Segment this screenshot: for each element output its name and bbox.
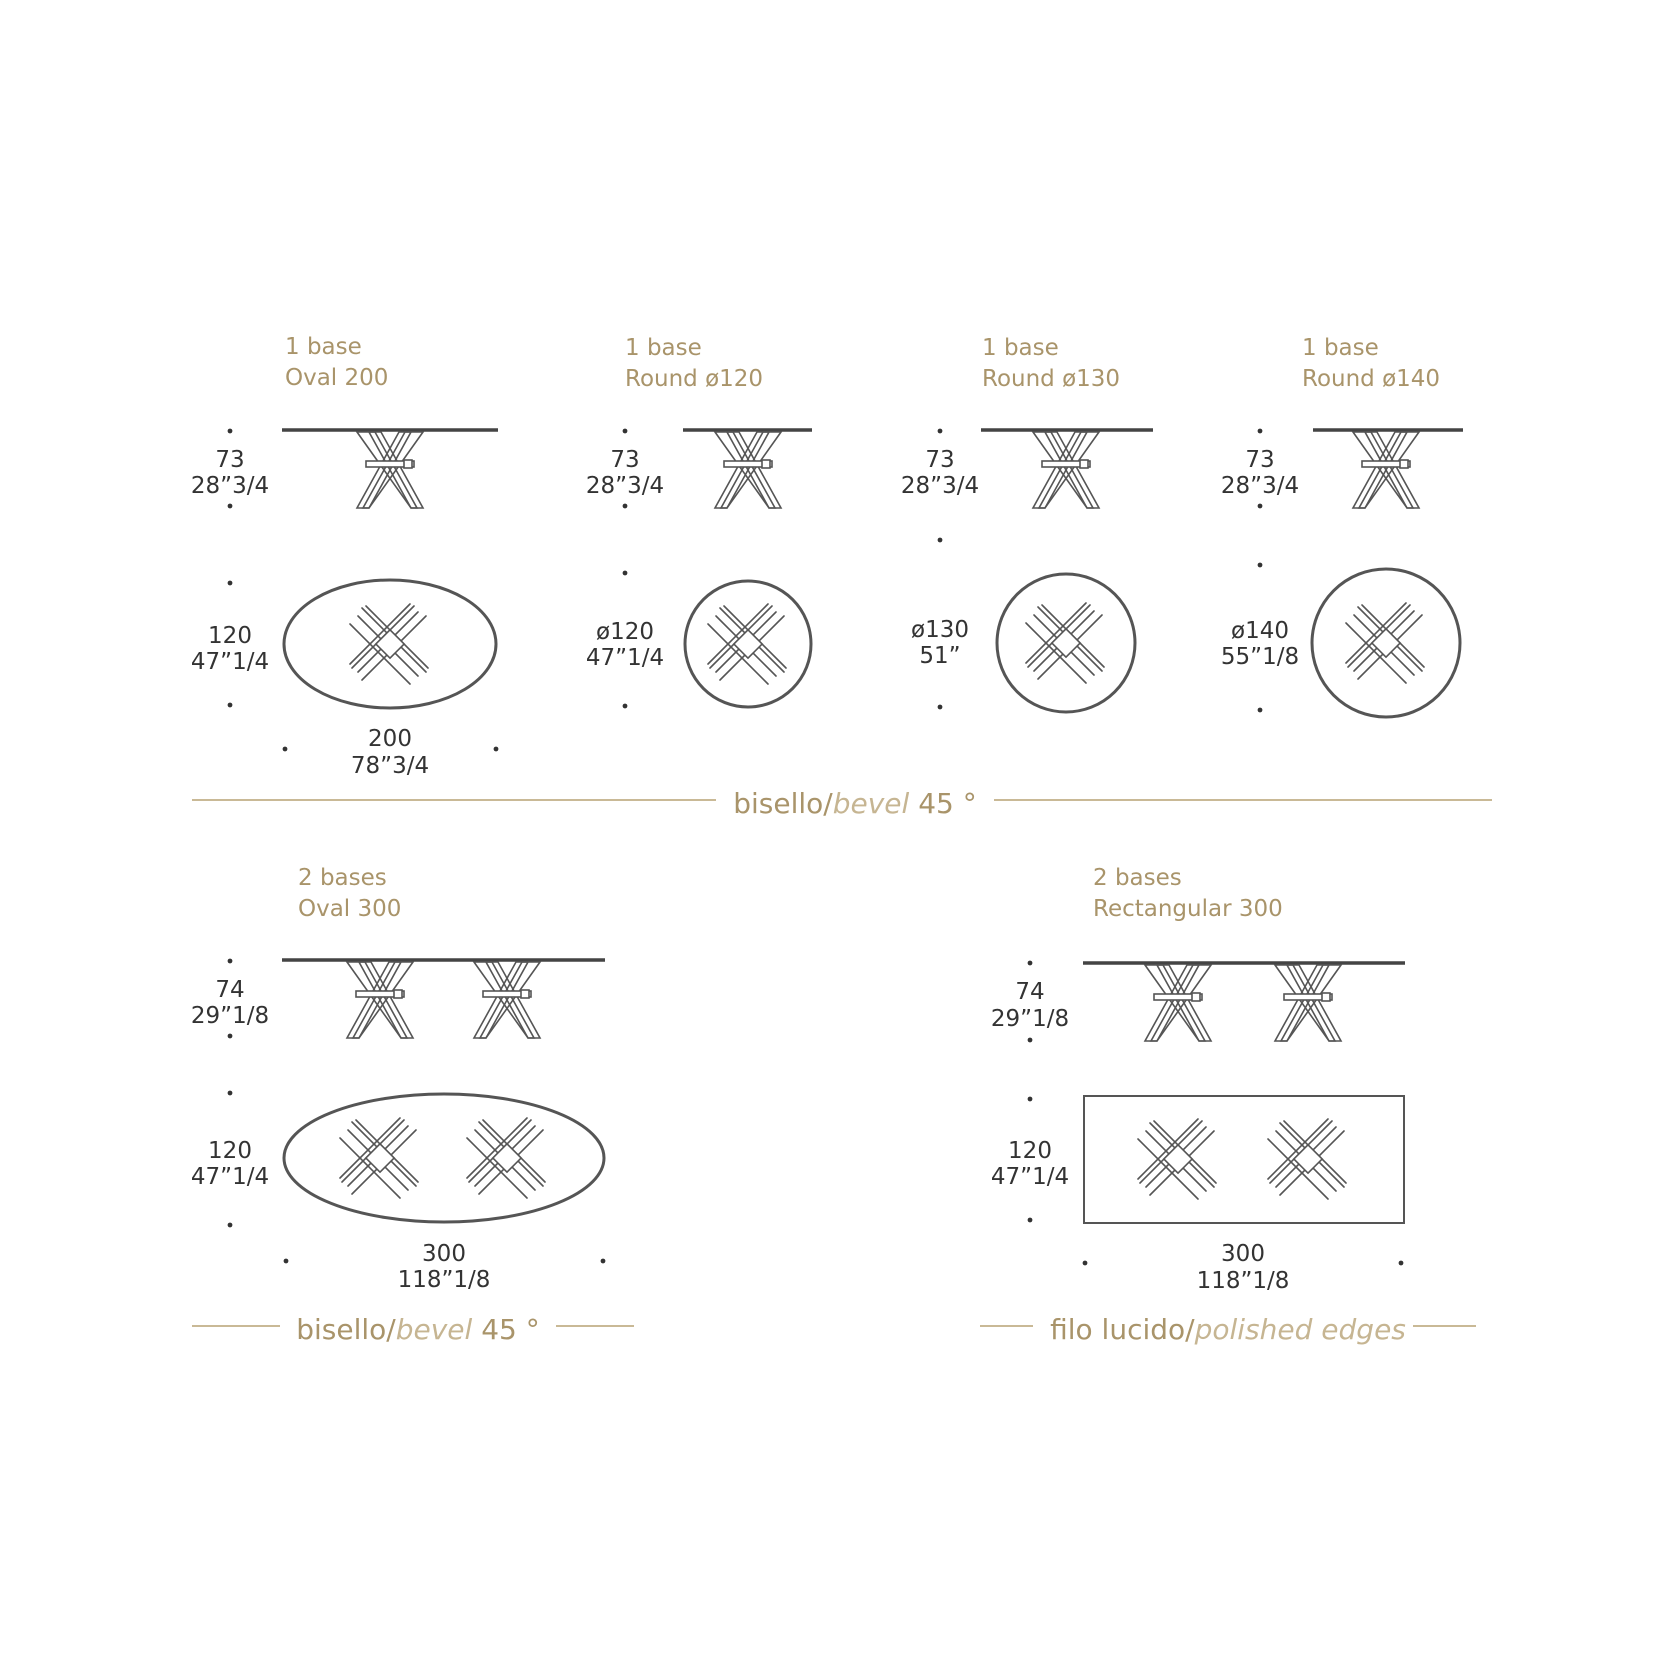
height-cm: 74 — [215, 977, 245, 1003]
dimension-dot — [283, 747, 288, 752]
edge-divider-bevel — [192, 787, 1492, 820]
dimension-dot — [623, 504, 628, 509]
base-plan-view — [1138, 1119, 1216, 1199]
table-oval-300 — [191, 865, 606, 1293]
length-in: 118”1/8 — [397, 1267, 491, 1293]
base-plan-view — [708, 604, 786, 684]
base-label: 2 bases — [1093, 865, 1182, 891]
diameter-in: 51” — [919, 643, 961, 669]
model-label: Round ø120 — [625, 366, 764, 392]
base-plan-view — [340, 1118, 418, 1198]
base-side-view — [347, 962, 413, 1038]
dimension-dot — [1258, 429, 1263, 434]
dimension-dot — [228, 1034, 233, 1039]
base-plan-view — [467, 1118, 545, 1198]
model-label: Rectangular 300 — [1093, 896, 1283, 922]
height-cm: 73 — [610, 447, 640, 473]
dimension-dot — [938, 538, 943, 543]
diameter-in: 47”1/4 — [585, 645, 665, 671]
base-label: 1 base — [982, 335, 1059, 361]
height-in: 28”3/4 — [585, 473, 665, 499]
height-in: 28”3/4 — [190, 473, 270, 499]
tabletop-plan — [284, 1094, 604, 1222]
diameter-in: 55”1/8 — [1220, 644, 1300, 670]
length-in: 118”1/8 — [1196, 1268, 1290, 1294]
edge-finish-label: bisello/bevel 45 ° — [296, 1313, 540, 1346]
dimension-dot — [1258, 708, 1263, 713]
dimension-dot — [228, 504, 233, 509]
length-cm: 200 — [368, 726, 412, 752]
height-cm: 73 — [215, 447, 245, 473]
length-in: 78”3/4 — [350, 753, 430, 779]
model-label: Round ø140 — [1302, 366, 1441, 392]
base-plan-view — [1268, 1119, 1346, 1199]
base-plan-view — [1346, 603, 1424, 683]
dimension-dot — [1028, 1218, 1033, 1223]
width-in: 47”1/4 — [990, 1164, 1070, 1190]
base-side-view — [715, 432, 781, 508]
edge-finish-label: filo lucido/polished edges — [1050, 1313, 1406, 1346]
width-cm: 120 — [208, 623, 252, 649]
dimension-dot — [228, 1223, 233, 1228]
dimension-dot — [1083, 1261, 1088, 1266]
table-rectangular-300 — [991, 865, 1405, 1294]
dimension-dot — [601, 1259, 606, 1264]
edge-divider-bevel-2 — [192, 1313, 634, 1346]
base-label: 1 base — [625, 335, 702, 361]
dimension-dot — [228, 959, 233, 964]
dimension-dot — [494, 747, 499, 752]
diameter-cm: ø120 — [596, 619, 654, 645]
dimension-dot — [1258, 563, 1263, 568]
dimension-dot — [1028, 961, 1033, 966]
table-round-120 — [586, 335, 812, 708]
model-label: Oval 200 — [285, 365, 389, 391]
diameter-cm: ø140 — [1231, 618, 1289, 644]
dimension-dot — [228, 1091, 233, 1096]
tabletop-plan — [1084, 1096, 1404, 1223]
model-label: Oval 300 — [298, 896, 402, 922]
model-label: Round ø130 — [982, 366, 1121, 392]
table-round-130 — [901, 335, 1153, 712]
dimension-dot — [1028, 1097, 1033, 1102]
dimension-dot — [1399, 1261, 1404, 1266]
base-side-view — [357, 432, 423, 508]
height-in: 29”1/8 — [990, 1006, 1070, 1032]
edge-divider-polished — [980, 1313, 1476, 1346]
diameter-cm: ø130 — [911, 617, 969, 643]
width-cm: 120 — [1008, 1138, 1052, 1164]
height-cm: 74 — [1015, 979, 1045, 1005]
base-side-view — [1353, 432, 1419, 508]
edge-finish-label: bisello/bevel 45 ° — [733, 787, 977, 820]
base-side-view — [1275, 965, 1341, 1041]
base-label: 1 base — [285, 334, 362, 360]
base-side-view — [474, 962, 540, 1038]
base-side-view — [1033, 432, 1099, 508]
width-in: 47”1/4 — [190, 649, 270, 675]
length-cm: 300 — [422, 1241, 466, 1267]
dimension-dot — [938, 705, 943, 710]
base-side-view — [1145, 965, 1211, 1041]
dimension-dot — [623, 704, 628, 709]
height-cm: 73 — [1245, 447, 1275, 473]
dimension-dot — [938, 429, 943, 434]
dimension-dot — [1028, 1038, 1033, 1043]
dimension-dot — [1258, 504, 1263, 509]
dimension-dot — [623, 571, 628, 576]
height-in: 29”1/8 — [190, 1003, 270, 1029]
base-label: 2 bases — [298, 865, 387, 891]
base-plan-view — [350, 604, 428, 684]
height-cm: 73 — [925, 447, 955, 473]
dimension-dot — [228, 703, 233, 708]
dimension-dot — [623, 429, 628, 434]
length-cm: 300 — [1221, 1241, 1265, 1267]
base-label: 1 base — [1302, 335, 1379, 361]
height-in: 28”3/4 — [1220, 473, 1300, 499]
table-oval-200 — [191, 334, 499, 779]
dimension-dot — [284, 1259, 289, 1264]
table-round-140 — [1221, 335, 1463, 717]
height-in: 28”3/4 — [900, 473, 980, 499]
width-cm: 120 — [208, 1138, 252, 1164]
width-in: 47”1/4 — [190, 1164, 270, 1190]
dimension-dot — [228, 429, 233, 434]
dimension-dot — [228, 581, 233, 586]
base-plan-view — [1026, 603, 1104, 683]
